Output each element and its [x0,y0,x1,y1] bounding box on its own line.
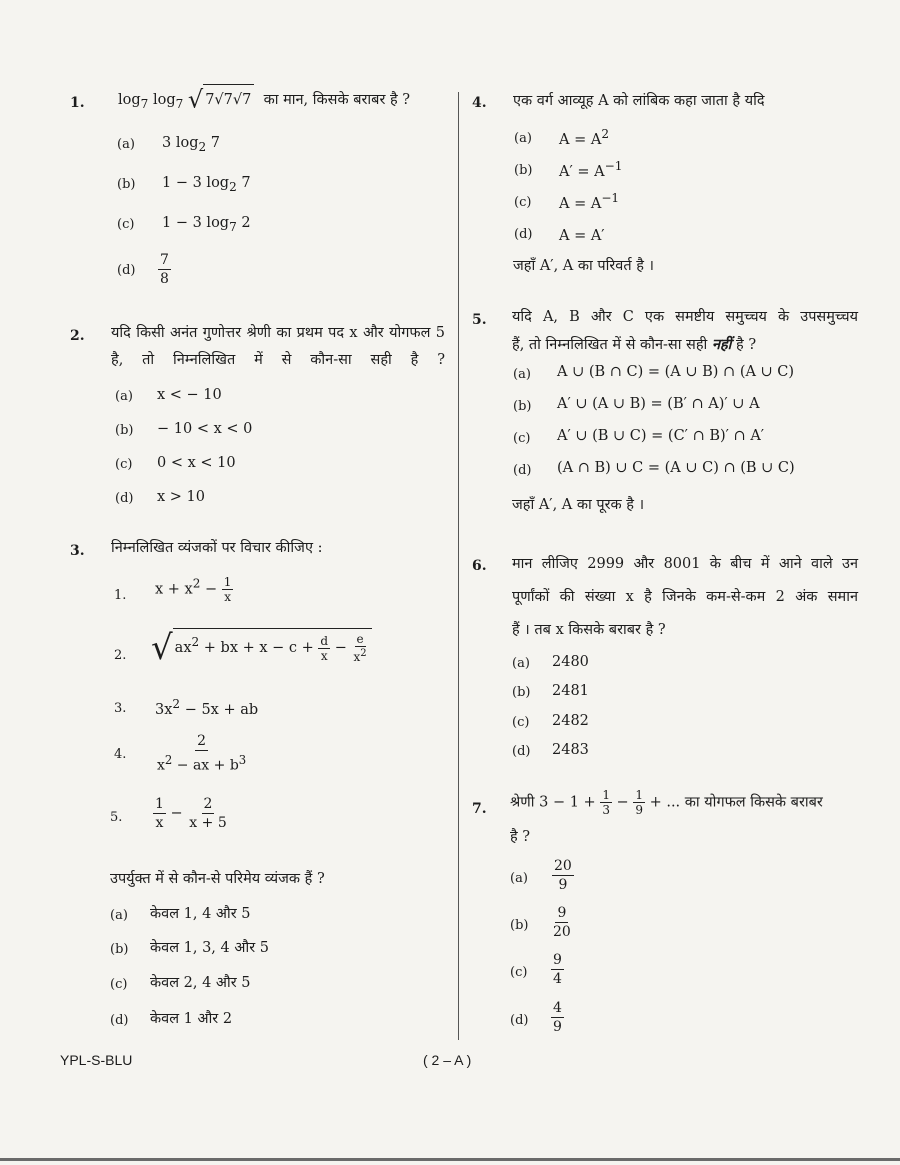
question-number: 1. [70,95,85,111]
expression-label: 1. [114,588,127,603]
question-number: 4. [472,95,487,111]
expression-label: 2. [114,648,127,663]
option-label: (b) [514,163,533,178]
column-divider [458,92,459,1040]
option-b: − 10 < x < 0 [157,421,253,437]
question-text: निम्नलिखित व्यंजकों पर विचार कीजिए : [111,540,323,556]
option-label: (b) [110,942,129,957]
option-d: x > 10 [157,489,205,505]
question-number: 3. [70,543,85,559]
question-text-line-1: यदि A, B और C एक समष्टीय समुच्चय के उपसमुच्चय [512,309,858,325]
option-label: (b) [115,423,134,438]
option-b: 1 − 3 $\log_2 7$ [162,175,251,194]
option-d: $\frac{7}{8}$ [160,252,169,287]
option-label: (c) [514,195,532,210]
option-label: (a) [117,137,135,152]
option-label: (a) [510,871,528,886]
option-label: (d) [513,463,532,478]
question-text-line-1: श्रेणी 3 − 1 + $\frac{1}{3}$ − $\frac{1}{9}$ + ... का योगफल किसके बराबर [510,788,823,817]
question-text-line-1: मान लीजिए 2999 और 8001 के बीच में आने वाले उन [512,556,858,572]
radical-sign: √ [187,85,204,114]
option-label: (c) [513,431,531,446]
option-label: (a) [115,389,133,404]
expression-3: $3x^2 - 5x$ + ab [155,697,259,718]
option-a: 2480 [552,654,589,670]
option-label: (c) [115,457,133,472]
expression-2: √ $ax^2$ + bx + x − c + $\frac{d}{x}$ − $\frac{e}{x^2}$ [151,628,372,668]
option-d: 2483 [552,742,589,758]
option-a: केवल 1, 4 और 5 [150,906,251,922]
option-label: (d) [110,1013,129,1028]
expression-1: $x + x^2$ − $\frac{1}{x}$ [155,575,232,604]
option-d: (A ∩ B) ∪ C = (A ∪ C) ∩ (B ∪ C) [557,460,795,476]
option-label: (a) [514,131,532,146]
right-column [462,0,900,1050]
option-label: (d) [514,227,533,242]
option-c: 0 < x < 10 [157,455,236,471]
option-c: केवल 2, 4 और 5 [150,975,251,991]
page-number: ( 2 – A ) [423,1052,472,1068]
option-a: A ∪ (B ∩ C) = (A ∪ B) ∩ (A ∪ C) [557,364,795,380]
option-d: $\frac{4}{9}$ [553,1000,562,1035]
option-a: x < − 10 [157,387,222,403]
paper-code: YPL-S-BLU [60,1052,133,1068]
option-label: (d) [510,1013,529,1028]
option-label: (c) [510,965,528,980]
expression-label: 4. [114,747,127,762]
option-label: (a) [513,367,531,382]
question-number: 7. [472,801,487,817]
expression-5: $\frac{1}{x}$ − $\frac{2}{x + 5}$ [155,796,227,831]
option-label: (c) [512,715,530,730]
question-number: 6. [472,558,487,574]
question-text-line-3: हैं । तब x किसके बराबर है ? [512,622,666,638]
option-b: $\frac{9}{20}$ [553,905,571,940]
left-column [0,0,460,1050]
question-subtext: उपर्युक्त में से कौन-से परिमेय व्यंजक हैं ? [110,871,325,887]
option-label: (c) [117,217,135,232]
scan-edge-line [0,1158,900,1161]
option-label: (c) [110,977,128,992]
question-note: जहाँ A′, A का परिवर्त है । [513,258,655,274]
expression-label: 5. [110,810,123,825]
option-c: 2482 [552,713,589,729]
option-label: (b) [510,918,529,933]
question-text-line-2: है ? [510,829,531,845]
option-label: (a) [110,908,128,923]
option-d: A = A′ [559,227,605,244]
option-a: 3 $\log_2 7$ [162,135,221,154]
question-number: 2. [70,328,85,344]
option-b: $A' = A^{-1}$ [559,159,623,180]
question-text: यदि किसी अनंत गुणोत्तर श्रेणी का प्रथम पद x और योगफल 5 है, तो निम्नलिखित में से कौन-सा सही है ? [111,325,445,368]
radical-sign: √ [151,628,173,668]
option-label: (d) [115,491,134,506]
option-label: (b) [513,399,532,414]
option-b: 2481 [552,683,589,699]
question-text: $\log_7 \log_7$ √ 7√7√7 का मान, किसके बराबर है ? [118,85,411,114]
expression-4: $\frac{2}{x^2 - ax + b^3}$ [157,733,247,774]
option-label: (b) [512,685,531,700]
question-number: 5. [472,312,487,328]
option-c: $\frac{9}{4}$ [553,952,562,987]
option-b: A′ ∪ (A ∪ B) = (B′ ∩ A)′ ∪ A [557,396,760,412]
option-label: (d) [512,744,531,759]
option-c: $A = A^{-1}$ [559,191,620,212]
option-c: 1 − 3 $\log_7 2$ [162,215,251,234]
option-label: (b) [117,177,136,192]
question-text-line-2: पूर्णांकों की संख्या x है जिनके कम-से-कम 2 अंक समान [512,589,858,605]
option-d: केवल 1 और 2 [150,1011,233,1027]
option-a: $A = A^2$ [559,127,609,148]
question-note: जहाँ A′, A का पूरक है । [512,497,645,513]
question-text-line-2: हैं, तो निम्नलिखित में से कौन-सा सही नहीं है ? [512,336,757,353]
option-b: केवल 1, 3, 4 और 5 [150,940,269,956]
option-label: (a) [512,656,530,671]
option-a: $\frac{20}{9}$ [554,858,572,893]
option-c: A′ ∪ (B ∪ C) = (C′ ∩ B)′ ∩ A′ [557,428,765,444]
option-label: (d) [117,263,136,278]
question-text: एक वर्ग आव्यूह A को लांबिक कहा जाता है यदि [513,93,765,109]
expression-label: 3. [114,701,127,716]
